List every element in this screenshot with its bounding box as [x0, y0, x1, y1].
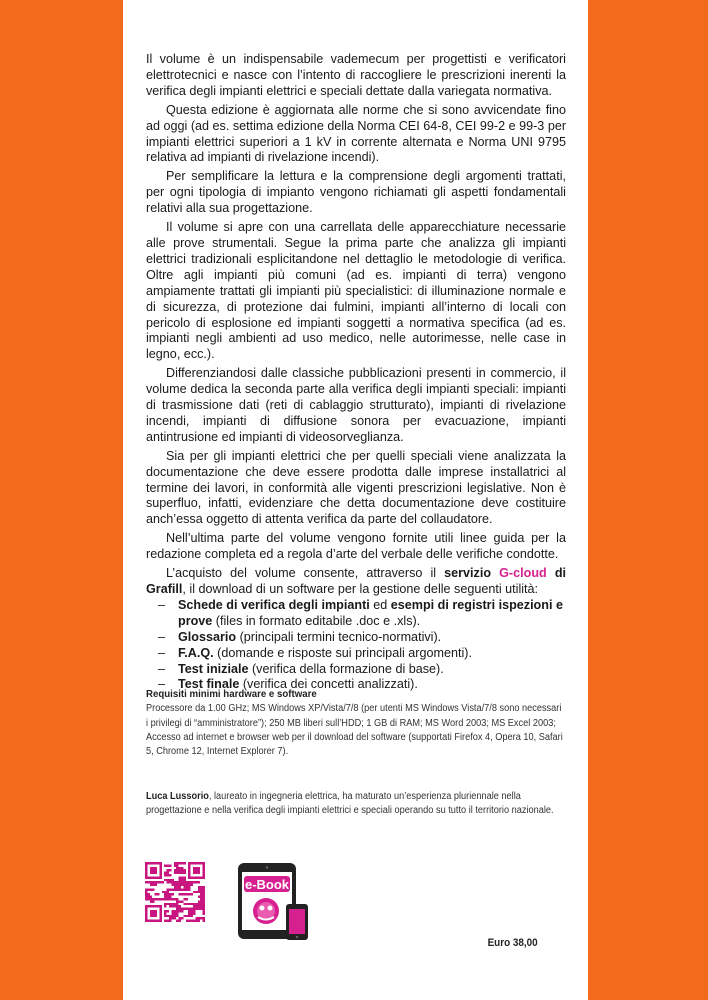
list-item: – Schede di verifica degli impianti ed esempi di registri ispezioni e prove (files in formato editabile .doc e .xls). [158, 598, 566, 630]
author-name: Luca Lussorio [146, 791, 209, 802]
ebook-label: e-Book [244, 877, 290, 892]
list-item: – Glossario (principali termini tecnico-normativi). [158, 630, 566, 646]
utilities-list [146, 598, 566, 693]
paragraph-4: Il volume si apre con una carrellata delle apparecchiature necessarie alle prove strumentali. Segue la prima parte che analizza gli impianti elettrici tradizionali esplicitandone nel dettaglio le metodologie di verifica. Oltre agli impianti più comuni (ad es. impianti di terra) vengono ampiamente trattati gli impianti più specialistici: di illuminazione normale e di sicurezza, di protezione dai fulmini, impianti all’interno di locali con pericolo di esplosione ed impianti soggetti a normativa specifica (ad es. impianti negli ambienti ad uso medico, nelle autorimesse, nelle case in legno, ecc.). [146, 220, 566, 362]
system-requirements [146, 687, 566, 759]
list-item: – Test finale (verifica dei concetti analizzati). [158, 677, 566, 693]
qr-code-icon[interactable] [145, 862, 205, 922]
ebook-tablet-icon[interactable] [236, 862, 311, 942]
gcloud-label: G-cloud [499, 566, 547, 581]
paragraph-2: Questa edizione è aggiornata alle norme che si sono avvicendate fino ad oggi (ad es. settima edizione della Norma CEI 64-8, CEI 99-2 e 99-3 per impianti elettrici superiori a 1 kV in corrente alternata e Norma UNI 9795 relativa ad impianti di rivelazione incendi). [146, 102, 567, 165]
gcloud-paragraph: L’acquisto del volume consente, attraverso il servizio G-cloud di Grafill, il download di un software per la gestione delle seguenti utilità: [146, 566, 567, 596]
price-label: Euro 38,00 [487, 937, 538, 949]
back-cover-page [123, 0, 588, 1000]
paragraph-5: Differenziandosi dalle classiche pubblicazioni presenti in commercio, il volume dedica la seconda parte alla verifica degli impianti speciali: impianti di trasmissione dati (reti di cablaggio strutturato), impianti di rivelazione incendi, impianti di diffusione sonora per evacuazione, impianti antintrusione ed impianti di videosorveglianza. [146, 366, 566, 444]
list-item: – F.A.Q. (domande e risposte sui principali argomenti). [158, 646, 566, 662]
author-bio: Luca Lussorio, laureato in ingegneria elettrica, ha maturato un’esperienza pluriennale nella progettazione e nella verifica degli impianti elettrici e speciali operando su tutto il territorio nazionale. [146, 791, 554, 817]
paragraph-3: Per semplificare la lettura e la comprensione degli argomenti trattati, per ogni tipologia di impianto vengono richiamati gli aspetti fondamentali relativi alla sua progettazione. [146, 169, 566, 216]
description-text [146, 52, 566, 693]
requirements-text: Processore da 1.00 GHz; MS Windows XP/Vista/7/8 (per utenti MS Windows Vista/7/8 sono necessari i privilegi di “amministratore”); 250 MB liberi sull’HDD; 1 GB di RAM; MS Word 2003; MS Excel 2003; Accesso ad internet e browser web per il download del software (supportati Firefox 4, Opera 10, Safari 5, Chrome 12, Internet Explorer 7). [146, 703, 563, 758]
paragraph-6: Sia per gli impianti elettrici che per quelli speciali viene analizzata la documentazione che deve essere prodotta dalle imprese installatrici al termine dei lavori, in conformità alle vigenti prescrizioni legislative. Non è superfluo, infatti, evidenziare che detta documentazione deve costituire anch’essa oggetto di attenta verifica da parte del collaudatore. [146, 448, 566, 527]
phone-icon [286, 904, 308, 940]
list-item: – Test iniziale (verifica della formazione di base). [158, 662, 566, 678]
paragraph-7: Nell’ultima parte del volume vengono fornite utili linee guida per la redazione completa ed a regola d’arte del verbale delle verifiche condotte. [146, 531, 566, 562]
paragraph-1: Il volume è un indispensabile vademecum per progettisti e verificatori elettrotecnici e nasce con l’intento di raccogliere le prescrizioni inerenti la verifica degli impianti elettrici e speciali dettate dalla variegata normativa. [146, 52, 566, 98]
requirements-title: Requisiti minimi hardware e software [146, 688, 317, 700]
